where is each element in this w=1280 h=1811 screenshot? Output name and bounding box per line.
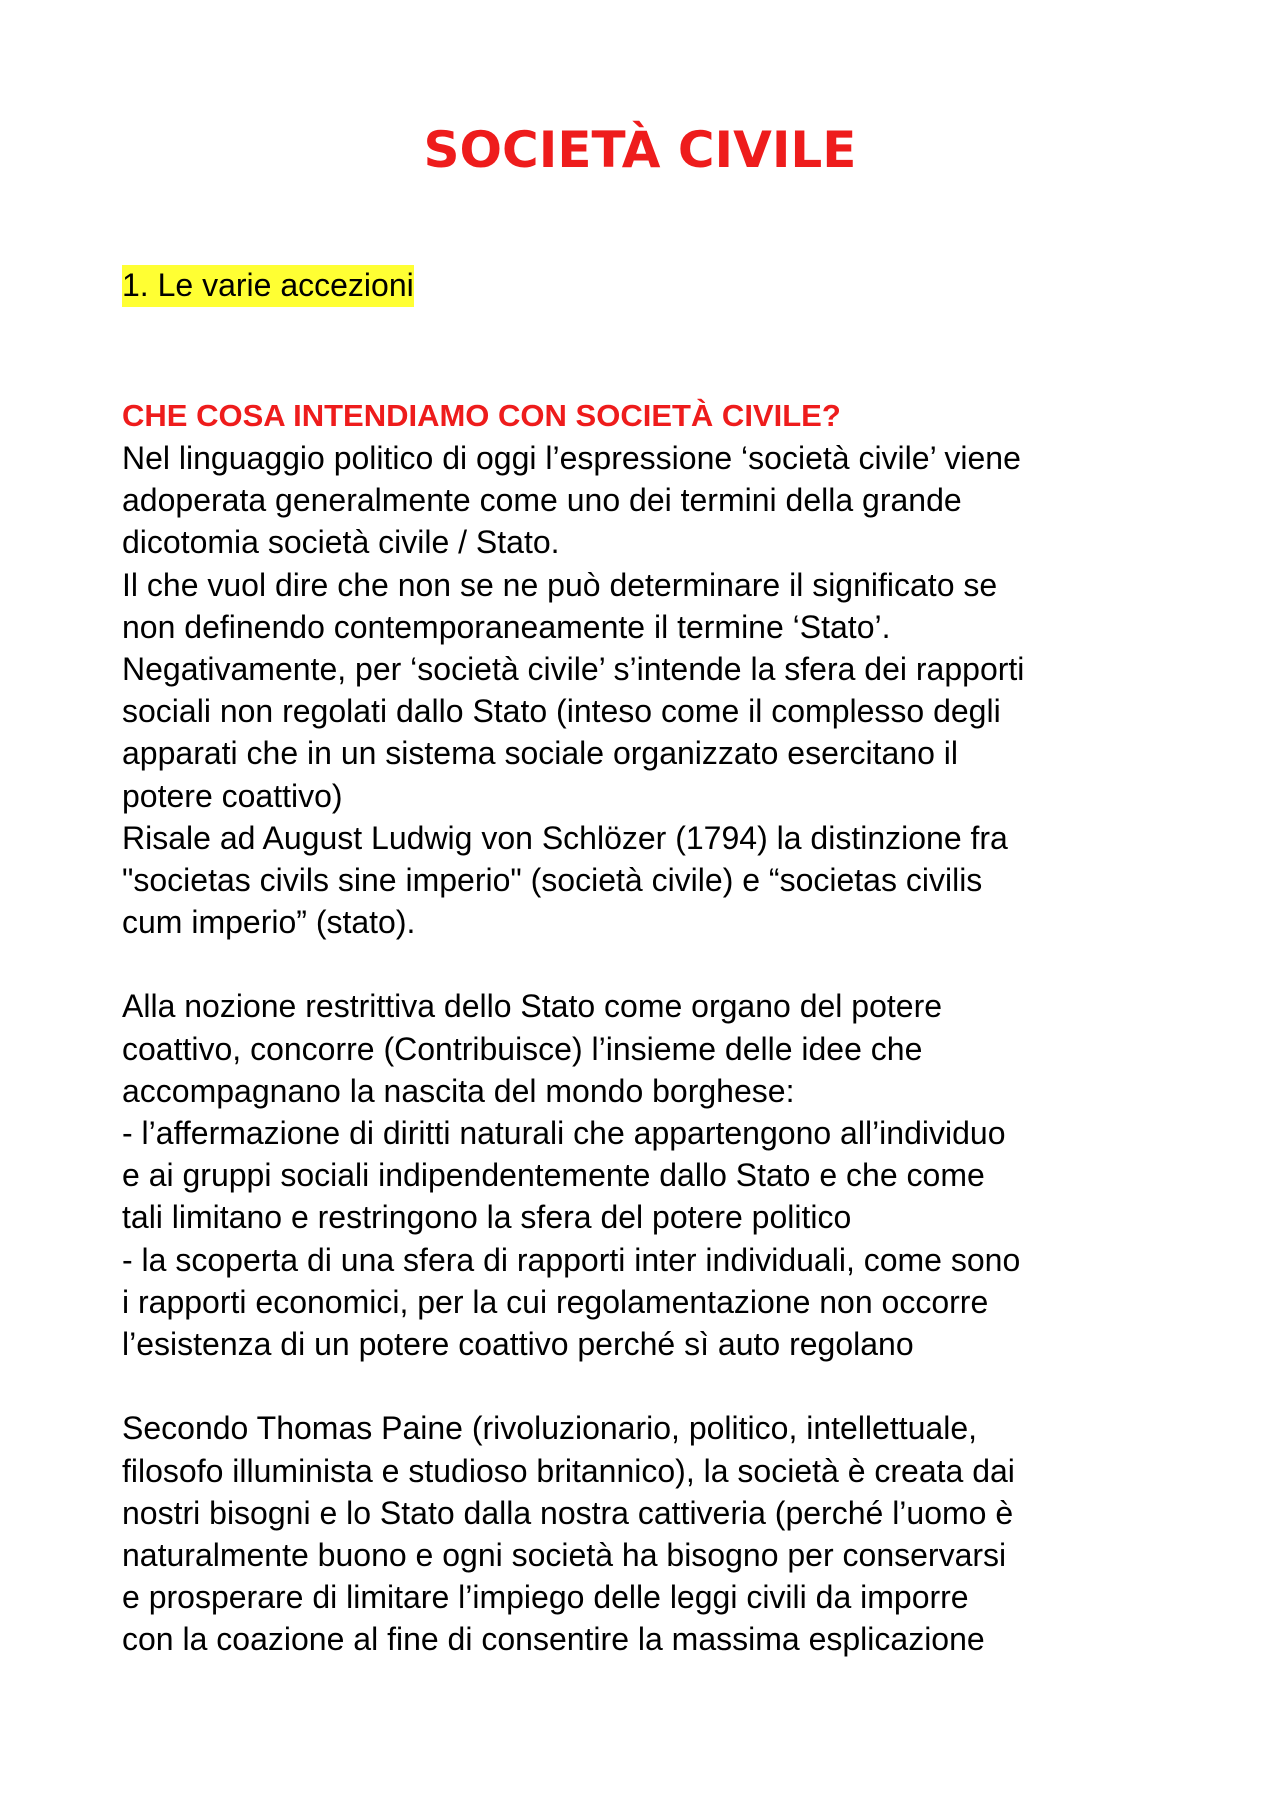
section-heading <box>122 264 414 306</box>
paragraph-3-line-6: con la coazione al fine di consentire la massima esplicazione <box>122 1621 985 1658</box>
paragraph-2-line-2: coattivo, concorre (Contribuisce) l’insieme delle idee che <box>122 1030 923 1067</box>
paragraph-2-line-6: tali limitano e restringono la sfera del potere politico <box>122 1199 852 1236</box>
paragraph-2-line-7: - la scoperta di una sfera di rapporti inter individuali, come sono <box>122 1241 1021 1278</box>
paragraph-3-line-1: Secondo Thomas Paine (rivoluzionario, politico, intellettuale, <box>122 1410 977 1447</box>
paragraph-1-line-1: Nel linguaggio politico di oggi l’espressione ‘società civile’ viene <box>122 440 1021 476</box>
paragraph-1-line-2: adoperata generalmente come uno dei termini della grande <box>122 482 962 519</box>
paragraph-gap <box>122 1365 1182 1407</box>
paragraph-1-line-4: Il che vuol dire che non se ne può determinare il significato se <box>122 566 998 603</box>
paragraph-2-line-3: accompagnano la nascita del mondo borghese: <box>122 1072 795 1109</box>
paragraph-2-line-1: Alla nozione restrittiva dello Stato come organo del potere <box>122 988 943 1025</box>
section-heading-highlight: 1. Le varie accezioni <box>122 265 414 307</box>
body-text <box>122 437 1182 1660</box>
paragraph-1-line-8: apparati che in un sistema sociale organizzato esercitano il <box>122 735 959 772</box>
paragraph-1-line-7: sociali non regolati dallo Stato (inteso come il complesso degli <box>122 693 1001 730</box>
paragraph-3-line-2: filosofo illuminista e studioso britannico), la società è creata dai <box>122 1452 1015 1489</box>
paragraph-3-line-4: naturalmente buono e ogni società ha bisogno per conservarsi <box>122 1536 1007 1573</box>
paragraph-1-line-10: Risale ad August Ludwig von Schlözer (1794) la distinzione fra <box>122 819 1008 856</box>
paragraph-1-line-12: cum imperio” (stato). <box>122 904 416 941</box>
paragraph-2-line-9: l’esistenza di un potere coattivo perché sì auto regolano <box>122 1325 914 1362</box>
paragraph-1-line-5: non definendo contemporaneamente il termine ‘Stato’. <box>122 608 891 645</box>
document-title: SOCIETÀ CIVILE <box>423 121 857 179</box>
paragraph-2-line-8: i rapporti economici, per la cui regolamentazione non occorre <box>122 1283 989 1320</box>
paragraph-1-line-11: "societas civils sine imperio" (società civile) e “societas civilis <box>122 861 983 898</box>
paragraph-3-line-3: nostri bisogni e lo Stato dalla nostra cattiveria (perché l’uomo è <box>122 1494 1014 1531</box>
paragraph-3-line-5: e prosperare di limitare l’impiego delle leggi civili da imporre <box>122 1579 969 1616</box>
paragraph-1-line-9: potere coattivo) <box>122 777 343 814</box>
paragraph-1-line-3: dicotomia società civile / Stato. <box>122 524 560 561</box>
paragraph-gap <box>122 943 1182 985</box>
question-heading: CHE COSA INTENDIAMO CON SOCIETÀ CIVILE? <box>122 398 841 433</box>
paragraph-2-line-4: - l’affermazione di diritti naturali che appartengono all’individuo <box>122 1115 1006 1151</box>
paragraph-2-line-5: e ai gruppi sociali indipendentemente dallo Stato e che come <box>122 1157 985 1194</box>
paragraph-1-line-6: Negativamente, per ‘società civile’ s’intende la sfera dei rapporti <box>122 650 1025 687</box>
